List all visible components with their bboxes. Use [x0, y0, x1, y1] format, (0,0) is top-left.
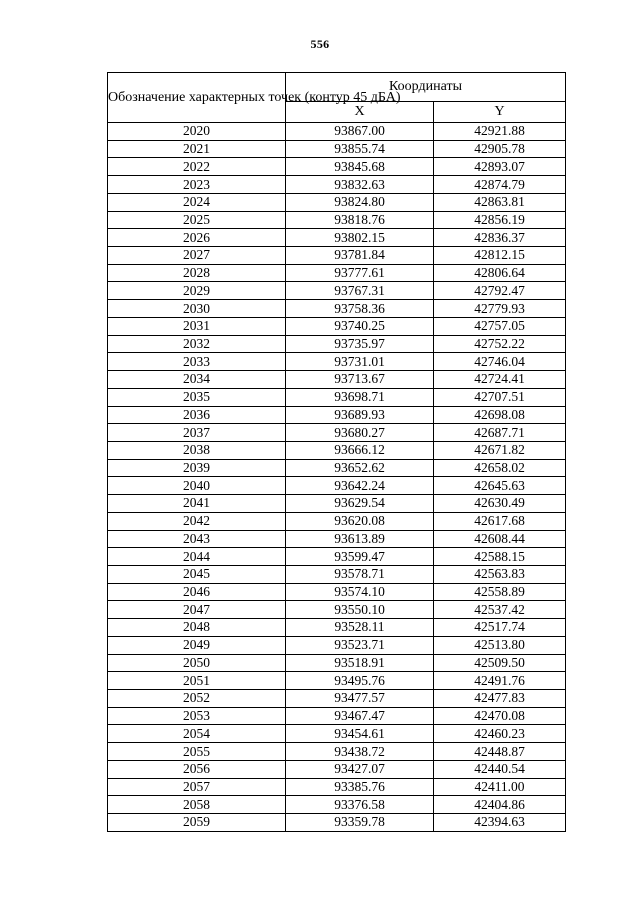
- point-number-cell: 2047: [108, 601, 286, 619]
- table-row: [108, 583, 566, 601]
- point-number-cell: 2033: [108, 353, 286, 371]
- x-coordinate-cell: 93454.61: [286, 725, 434, 743]
- x-coordinate-cell: 93427.07: [286, 760, 434, 778]
- x-coordinate-cell: 93359.78: [286, 814, 434, 832]
- table-row: [108, 247, 566, 265]
- point-number-cell: 2055: [108, 743, 286, 761]
- table-row: [108, 619, 566, 637]
- point-number-cell: 2044: [108, 548, 286, 566]
- y-coordinate-cell: 42617.68: [434, 512, 566, 530]
- page-number: 556: [310, 37, 330, 51]
- x-coordinate-cell: 93735.97: [286, 335, 434, 353]
- x-coordinate-cell: 93518.91: [286, 654, 434, 672]
- point-number-cell: 2058: [108, 796, 286, 814]
- x-coordinate-cell: 93613.89: [286, 530, 434, 548]
- y-coordinate-cell: 42779.93: [434, 300, 566, 318]
- x-coordinate-cell: 93802.15: [286, 229, 434, 247]
- y-coordinate-cell: 42513.80: [434, 636, 566, 654]
- table-row: [108, 725, 566, 743]
- table-row: [108, 317, 566, 335]
- point-number-cell: 2024: [108, 193, 286, 211]
- point-number-cell: 2036: [108, 406, 286, 424]
- x-coordinate-cell: 93781.84: [286, 247, 434, 265]
- y-coordinate-cell: 42394.63: [434, 814, 566, 832]
- table-row: [108, 123, 566, 141]
- table-row: [108, 211, 566, 229]
- y-coordinate-cell: 42588.15: [434, 548, 566, 566]
- x-coordinate-cell: 93376.58: [286, 796, 434, 814]
- table-row: [108, 495, 566, 513]
- table-row: [108, 512, 566, 530]
- table-row: [108, 565, 566, 583]
- y-coordinate-cell: 42724.41: [434, 371, 566, 389]
- table-row: [108, 530, 566, 548]
- x-coordinate-cell: 93680.27: [286, 424, 434, 442]
- x-coordinate-cell: 93385.76: [286, 778, 434, 796]
- table-row: [108, 353, 566, 371]
- x-coordinate-cell: 93574.10: [286, 583, 434, 601]
- table-row: [108, 814, 566, 832]
- y-coordinate-cell: 42893.07: [434, 158, 566, 176]
- y-coordinate-cell: 42509.50: [434, 654, 566, 672]
- y-coordinate-cell: 42630.49: [434, 495, 566, 513]
- y-coordinate-cell: 42537.42: [434, 601, 566, 619]
- point-number-cell: 2022: [108, 158, 286, 176]
- table-row: [108, 477, 566, 495]
- y-column-header: Y: [434, 102, 566, 123]
- point-number-cell: 2048: [108, 619, 286, 637]
- x-coordinate-cell: 93758.36: [286, 300, 434, 318]
- x-coordinate-cell: 93867.00: [286, 123, 434, 141]
- y-coordinate-cell: 42757.05: [434, 317, 566, 335]
- point-number-cell: 2059: [108, 814, 286, 832]
- x-coordinate-cell: 93495.76: [286, 672, 434, 690]
- point-number-cell: 2052: [108, 690, 286, 708]
- x-coordinate-cell: 93767.31: [286, 282, 434, 300]
- x-coordinate-cell: 93666.12: [286, 441, 434, 459]
- table-row: [108, 636, 566, 654]
- x-coordinate-cell: 93740.25: [286, 317, 434, 335]
- table-row: [108, 548, 566, 566]
- table-row: [108, 778, 566, 796]
- table-row: [108, 371, 566, 389]
- table-row: [108, 229, 566, 247]
- y-coordinate-cell: 42698.08: [434, 406, 566, 424]
- table-body: [108, 123, 566, 832]
- x-coordinate-cell: 93620.08: [286, 512, 434, 530]
- y-coordinate-cell: 42460.23: [434, 725, 566, 743]
- y-coordinate-cell: 42863.81: [434, 193, 566, 211]
- table-header: [108, 73, 566, 123]
- table-row: [108, 459, 566, 477]
- table-row: [108, 796, 566, 814]
- coordinates-header: Координаты: [286, 73, 566, 102]
- y-coordinate-cell: 42856.19: [434, 211, 566, 229]
- point-number-cell: 2051: [108, 672, 286, 690]
- point-number-cell: 2054: [108, 725, 286, 743]
- table-row: [108, 388, 566, 406]
- y-coordinate-cell: 42645.63: [434, 477, 566, 495]
- point-number-cell: 2020: [108, 123, 286, 141]
- point-number-cell: 2040: [108, 477, 286, 495]
- y-coordinate-cell: 42806.64: [434, 264, 566, 282]
- table-row: [108, 672, 566, 690]
- y-coordinate-cell: 42491.76: [434, 672, 566, 690]
- y-coordinate-cell: 42812.15: [434, 247, 566, 265]
- x-column-header: X: [286, 102, 434, 123]
- point-number-cell: 2038: [108, 441, 286, 459]
- y-coordinate-cell: 42752.22: [434, 335, 566, 353]
- point-number-cell: 2037: [108, 424, 286, 442]
- x-coordinate-cell: 93467.47: [286, 707, 434, 725]
- table-row: [108, 601, 566, 619]
- x-coordinate-cell: 93698.71: [286, 388, 434, 406]
- y-coordinate-cell: 42411.00: [434, 778, 566, 796]
- table-row: [108, 743, 566, 761]
- y-coordinate-cell: 42448.87: [434, 743, 566, 761]
- point-number-cell: 2053: [108, 707, 286, 725]
- point-number-cell: 2039: [108, 459, 286, 477]
- x-coordinate-cell: 93642.24: [286, 477, 434, 495]
- point-number-cell: 2042: [108, 512, 286, 530]
- table-row: [108, 424, 566, 442]
- table-row: [108, 335, 566, 353]
- y-coordinate-cell: 42517.74: [434, 619, 566, 637]
- x-coordinate-cell: 93713.67: [286, 371, 434, 389]
- x-coordinate-cell: 93523.71: [286, 636, 434, 654]
- point-number-cell: 2045: [108, 565, 286, 583]
- y-coordinate-cell: 42658.02: [434, 459, 566, 477]
- y-coordinate-cell: 42687.71: [434, 424, 566, 442]
- table-row: [108, 176, 566, 194]
- y-coordinate-cell: 42563.83: [434, 565, 566, 583]
- table-header-row-top: [108, 73, 566, 102]
- point-number-cell: 2030: [108, 300, 286, 318]
- x-coordinate-cell: 93652.62: [286, 459, 434, 477]
- table-row: [108, 707, 566, 725]
- table-row: [108, 282, 566, 300]
- point-number-cell: 2026: [108, 229, 286, 247]
- table-row: [108, 193, 566, 211]
- point-number-cell: 2050: [108, 654, 286, 672]
- table-row: [108, 158, 566, 176]
- point-number-cell: 2056: [108, 760, 286, 778]
- point-number-cell: 2049: [108, 636, 286, 654]
- point-number-cell: 2035: [108, 388, 286, 406]
- point-number-cell: 2041: [108, 495, 286, 513]
- x-coordinate-cell: 93599.47: [286, 548, 434, 566]
- y-coordinate-cell: 42470.08: [434, 707, 566, 725]
- y-coordinate-cell: 42608.44: [434, 530, 566, 548]
- table-row: [108, 300, 566, 318]
- point-number-cell: 2029: [108, 282, 286, 300]
- y-coordinate-cell: 42905.78: [434, 140, 566, 158]
- point-number-cell: 2023: [108, 176, 286, 194]
- table-row: [108, 264, 566, 282]
- y-coordinate-cell: 42746.04: [434, 353, 566, 371]
- y-coordinate-cell: 42440.54: [434, 760, 566, 778]
- point-designation-header: Обозначение характерных точек (контур 45 дБА): [108, 73, 286, 123]
- x-coordinate-cell: 93731.01: [286, 353, 434, 371]
- point-number-cell: 2028: [108, 264, 286, 282]
- table-row: [108, 690, 566, 708]
- coordinates-table: [107, 72, 566, 832]
- point-number-cell: 2032: [108, 335, 286, 353]
- x-coordinate-cell: 93824.80: [286, 193, 434, 211]
- table-row: [108, 760, 566, 778]
- x-coordinate-cell: 93832.63: [286, 176, 434, 194]
- y-coordinate-cell: 42558.89: [434, 583, 566, 601]
- table-row: [108, 654, 566, 672]
- y-coordinate-cell: 42921.88: [434, 123, 566, 141]
- point-number-cell: 2046: [108, 583, 286, 601]
- y-coordinate-cell: 42404.86: [434, 796, 566, 814]
- point-number-cell: 2043: [108, 530, 286, 548]
- y-coordinate-cell: 42671.82: [434, 441, 566, 459]
- x-coordinate-cell: 93855.74: [286, 140, 434, 158]
- x-coordinate-cell: 93629.54: [286, 495, 434, 513]
- table-row: [108, 140, 566, 158]
- x-coordinate-cell: 93689.93: [286, 406, 434, 424]
- y-coordinate-cell: 42792.47: [434, 282, 566, 300]
- point-number-cell: 2025: [108, 211, 286, 229]
- point-number-cell: 2021: [108, 140, 286, 158]
- x-coordinate-cell: 93438.72: [286, 743, 434, 761]
- x-coordinate-cell: 93578.71: [286, 565, 434, 583]
- y-coordinate-cell: 42707.51: [434, 388, 566, 406]
- point-number-cell: 2034: [108, 371, 286, 389]
- x-coordinate-cell: 93528.11: [286, 619, 434, 637]
- x-coordinate-cell: 93777.61: [286, 264, 434, 282]
- table-row: [108, 441, 566, 459]
- y-coordinate-cell: 42874.79: [434, 176, 566, 194]
- x-coordinate-cell: 93845.68: [286, 158, 434, 176]
- x-coordinate-cell: 93477.57: [286, 690, 434, 708]
- y-coordinate-cell: 42477.83: [434, 690, 566, 708]
- point-number-cell: 2031: [108, 317, 286, 335]
- table-row: [108, 406, 566, 424]
- point-number-cell: 2027: [108, 247, 286, 265]
- point-number-cell: 2057: [108, 778, 286, 796]
- x-coordinate-cell: 93550.10: [286, 601, 434, 619]
- y-coordinate-cell: 42836.37: [434, 229, 566, 247]
- x-coordinate-cell: 93818.76: [286, 211, 434, 229]
